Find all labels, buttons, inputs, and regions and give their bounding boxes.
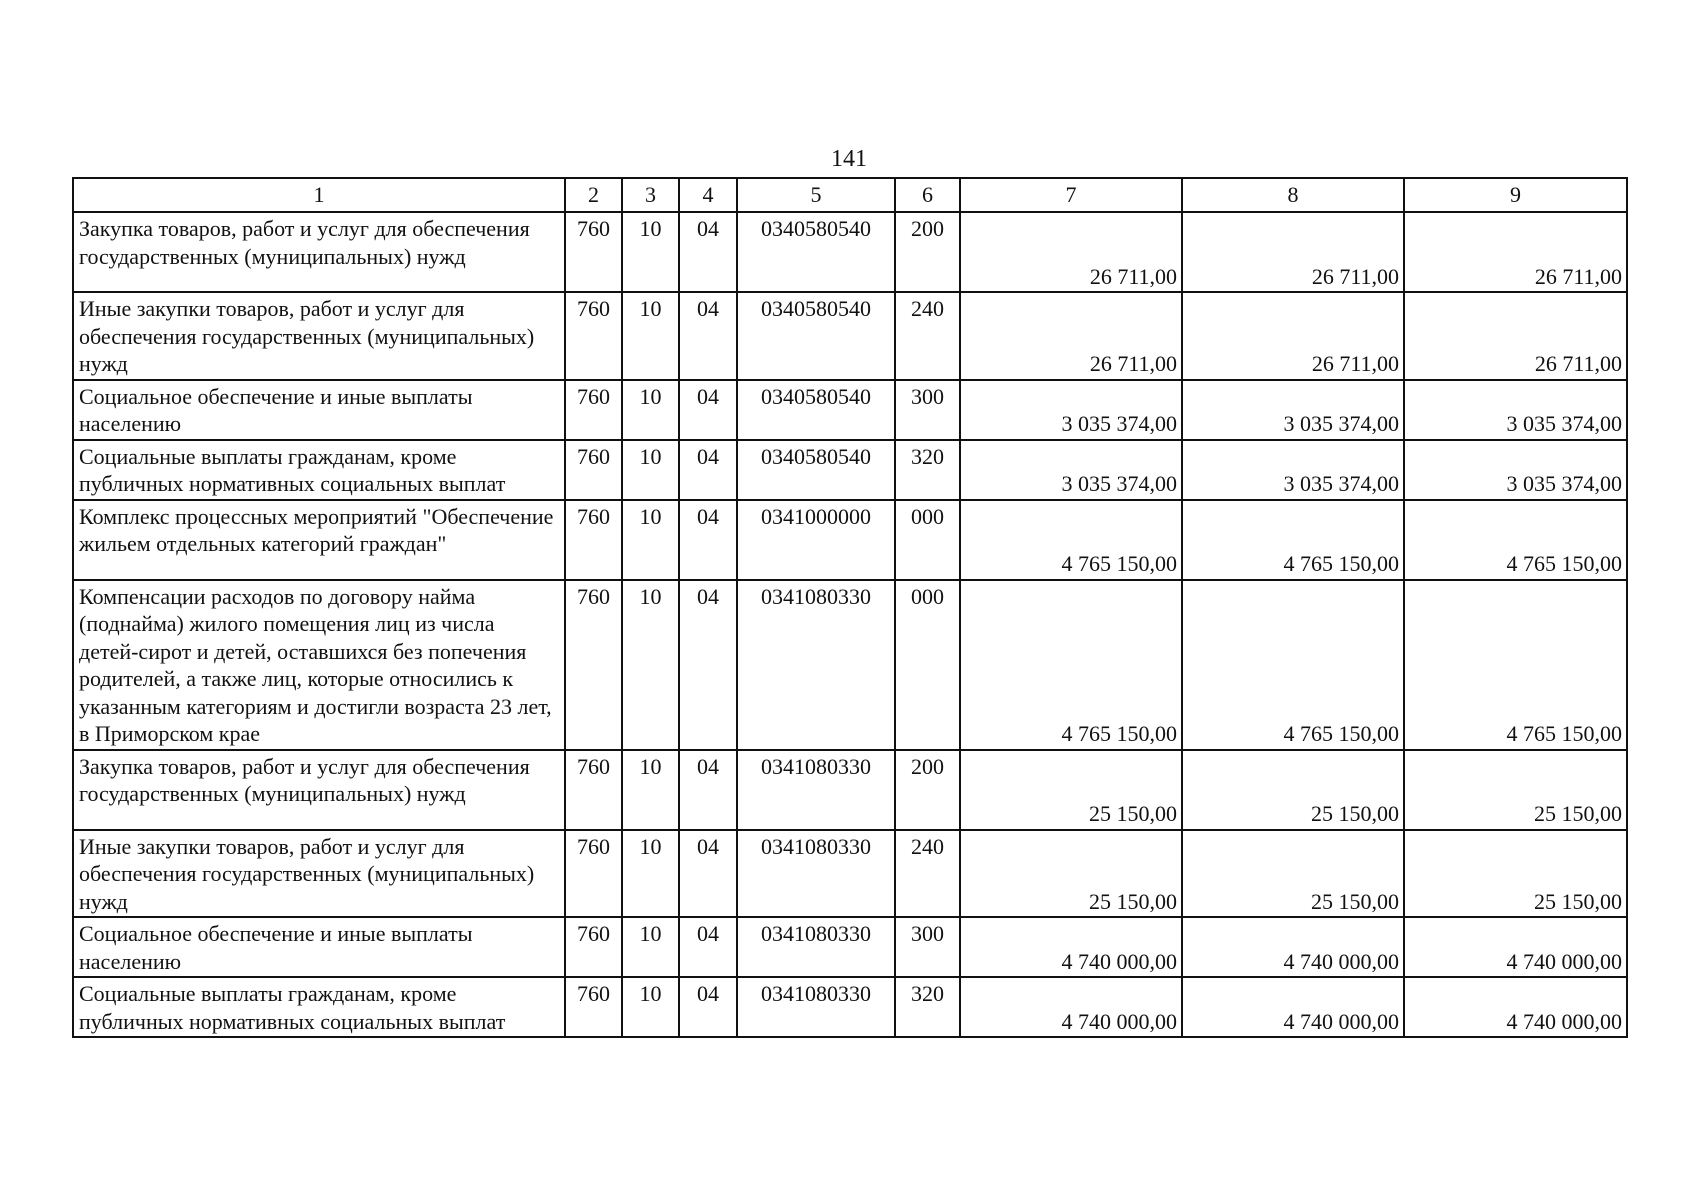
target-article-cell: 0341000000 — [737, 500, 895, 580]
subsection-code-cell: 04 — [679, 750, 737, 830]
section-code-cell: 10 — [622, 830, 679, 918]
expense-name-cell: Социальные выплаты гражданам, кроме публичных нормативных социальных выплат — [73, 440, 565, 500]
amount-cell-col9: 26 711,00 — [1404, 292, 1627, 380]
target-article-cell: 0340580540 — [737, 212, 895, 292]
section-code-cell: 10 — [622, 380, 679, 440]
ministry-code-cell: 760 — [565, 977, 622, 1037]
section-code-cell: 10 — [622, 580, 679, 750]
table-row — [73, 440, 1627, 500]
section-code-cell: 10 — [622, 292, 679, 380]
amount-cell-col8: 25 150,00 — [1182, 750, 1404, 830]
column-header-9: 9 — [1404, 178, 1627, 212]
amount-cell-col9: 4 740 000,00 — [1404, 977, 1627, 1037]
expense-type-cell: 200 — [895, 750, 960, 830]
target-article-cell: 0340580540 — [737, 292, 895, 380]
column-header-7: 7 — [960, 178, 1182, 212]
ministry-code-cell: 760 — [565, 292, 622, 380]
amount-cell-col9: 25 150,00 — [1404, 750, 1627, 830]
expense-type-cell: 000 — [895, 500, 960, 580]
subsection-code-cell: 04 — [679, 917, 737, 977]
amount-cell-col8: 25 150,00 — [1182, 830, 1404, 918]
subsection-code-cell: 04 — [679, 380, 737, 440]
amount-cell-col8: 26 711,00 — [1182, 292, 1404, 380]
ministry-code-cell: 760 — [565, 580, 622, 750]
section-code-cell: 10 — [622, 500, 679, 580]
amount-cell-col7: 4 765 150,00 — [960, 500, 1182, 580]
section-code-cell: 10 — [622, 212, 679, 292]
amount-cell-col7: 4 740 000,00 — [960, 917, 1182, 977]
table-row — [73, 830, 1627, 918]
column-header-5: 5 — [737, 178, 895, 212]
ministry-code-cell: 760 — [565, 500, 622, 580]
subsection-code-cell: 04 — [679, 580, 737, 750]
amount-cell-col9: 3 035 374,00 — [1404, 440, 1627, 500]
table-row — [73, 750, 1627, 830]
target-article-cell: 0341080330 — [737, 977, 895, 1037]
amount-cell-col8: 26 711,00 — [1182, 212, 1404, 292]
subsection-code-cell: 04 — [679, 830, 737, 918]
subsection-code-cell: 04 — [679, 212, 737, 292]
target-article-cell: 0341080330 — [737, 830, 895, 918]
ministry-code-cell: 760 — [565, 750, 622, 830]
ministry-code-cell: 760 — [565, 830, 622, 918]
target-article-cell: 0340580540 — [737, 440, 895, 500]
amount-cell-col7: 4 765 150,00 — [960, 580, 1182, 750]
table-row — [73, 917, 1627, 977]
column-header-8: 8 — [1182, 178, 1404, 212]
subsection-code-cell: 04 — [679, 977, 737, 1037]
amount-cell-col8: 4 765 150,00 — [1182, 500, 1404, 580]
expense-type-cell: 240 — [895, 292, 960, 380]
amount-cell-col9: 26 711,00 — [1404, 212, 1627, 292]
target-article-cell: 0340580540 — [737, 380, 895, 440]
expense-type-cell: 300 — [895, 380, 960, 440]
ministry-code-cell: 760 — [565, 212, 622, 292]
expense-type-cell: 300 — [895, 917, 960, 977]
table-body — [73, 212, 1627, 1037]
column-header-4: 4 — [679, 178, 737, 212]
expense-name-cell: Закупка товаров, работ и услуг для обеспечения государственных (муниципальных) нужд — [73, 750, 565, 830]
amount-cell-col7: 3 035 374,00 — [960, 440, 1182, 500]
amount-cell-col7: 3 035 374,00 — [960, 380, 1182, 440]
expense-type-cell: 200 — [895, 212, 960, 292]
target-article-cell: 0341080330 — [737, 750, 895, 830]
table-row — [73, 977, 1627, 1037]
expense-name-cell: Социальные выплаты гражданам, кроме публичных нормативных социальных выплат — [73, 977, 565, 1037]
expense-name-cell: Комплекс процессных мероприятий "Обеспечение жильем отдельных категорий граждан" — [73, 500, 565, 580]
section-code-cell: 10 — [622, 750, 679, 830]
table-row — [73, 580, 1627, 750]
column-header-6: 6 — [895, 178, 960, 212]
section-code-cell: 10 — [622, 977, 679, 1037]
amount-cell-col7: 26 711,00 — [960, 292, 1182, 380]
expense-type-cell: 000 — [895, 580, 960, 750]
table-row — [73, 292, 1627, 380]
ministry-code-cell: 760 — [565, 380, 622, 440]
expense-name-cell: Социальное обеспечение и иные выплаты населению — [73, 917, 565, 977]
ministry-code-cell: 760 — [565, 917, 622, 977]
column-header-2: 2 — [565, 178, 622, 212]
amount-cell-col8: 3 035 374,00 — [1182, 440, 1404, 500]
amount-cell-col7: 25 150,00 — [960, 750, 1182, 830]
amount-cell-col8: 4 740 000,00 — [1182, 977, 1404, 1037]
table-row — [73, 500, 1627, 580]
amount-cell-col7: 25 150,00 — [960, 830, 1182, 918]
target-article-cell: 0341080330 — [737, 917, 895, 977]
budget-table — [72, 177, 1628, 1038]
section-code-cell: 10 — [622, 440, 679, 500]
amount-cell-col7: 4 740 000,00 — [960, 977, 1182, 1037]
amount-cell-col9: 4 740 000,00 — [1404, 917, 1627, 977]
expense-name-cell: Социальное обеспечение и иные выплаты населению — [73, 380, 565, 440]
expense-name-cell: Иные закупки товаров, работ и услуг для обеспечения государственных (муниципальных) нужд — [73, 830, 565, 918]
amount-cell-col9: 4 765 150,00 — [1404, 500, 1627, 580]
expense-type-cell: 320 — [895, 440, 960, 500]
section-code-cell: 10 — [622, 917, 679, 977]
header-row — [73, 178, 1627, 212]
amount-cell-col7: 26 711,00 — [960, 212, 1182, 292]
expense-name-cell: Закупка товаров, работ и услуг для обеспечения государственных (муниципальных) нужд — [73, 212, 565, 292]
expense-type-cell: 240 — [895, 830, 960, 918]
amount-cell-col8: 4 765 150,00 — [1182, 580, 1404, 750]
table-row — [73, 212, 1627, 292]
column-header-3: 3 — [622, 178, 679, 212]
subsection-code-cell: 04 — [679, 440, 737, 500]
amount-cell-col9: 4 765 150,00 — [1404, 580, 1627, 750]
amount-cell-col8: 3 035 374,00 — [1182, 380, 1404, 440]
expense-name-cell: Компенсации расходов по договору найма (поднайма) жилого помещения лиц из числа детей-сирот и детей, оставшихся без попечения родителей, а также лиц, которые относились к указанным категориям и достигли возраста 23 лет, в Приморском крае — [73, 580, 565, 750]
amount-cell-col9: 3 035 374,00 — [1404, 380, 1627, 440]
column-header-1: 1 — [73, 178, 565, 212]
subsection-code-cell: 04 — [679, 292, 737, 380]
page-number: 141 — [831, 146, 867, 172]
ministry-code-cell: 760 — [565, 440, 622, 500]
table-row — [73, 380, 1627, 440]
amount-cell-col8: 4 740 000,00 — [1182, 917, 1404, 977]
subsection-code-cell: 04 — [679, 500, 737, 580]
expense-type-cell: 320 — [895, 977, 960, 1037]
expense-name-cell: Иные закупки товаров, работ и услуг для обеспечения государственных (муниципальных) нужд — [73, 292, 565, 380]
target-article-cell: 0341080330 — [737, 580, 895, 750]
amount-cell-col9: 25 150,00 — [1404, 830, 1627, 918]
